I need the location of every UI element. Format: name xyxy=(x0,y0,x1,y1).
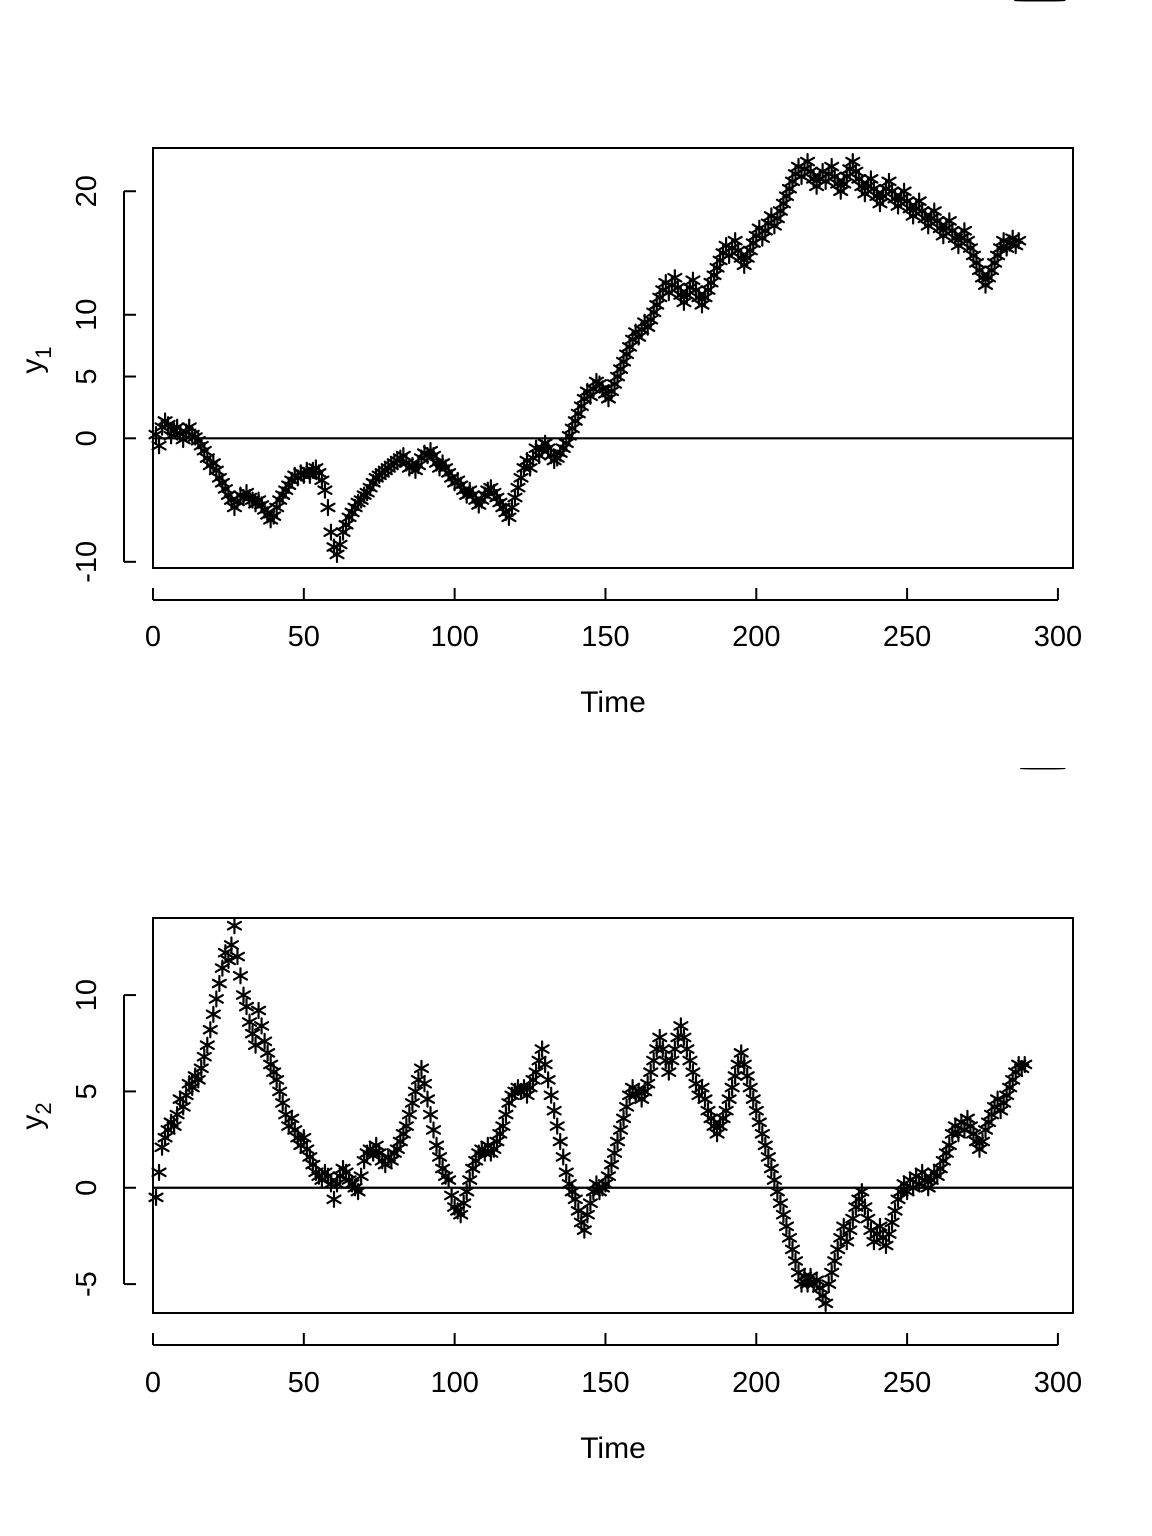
data-point xyxy=(617,1111,630,1126)
x-tick-label: 50 xyxy=(287,1367,320,1399)
data-point xyxy=(943,1138,956,1153)
data-point xyxy=(744,1080,757,1095)
data-point xyxy=(759,1138,772,1153)
x-tick-label: 150 xyxy=(581,621,630,653)
data-point xyxy=(720,1103,733,1118)
data-point xyxy=(774,1196,787,1211)
data-point xyxy=(762,1149,775,1164)
scatter-plot-y2 xyxy=(0,768,1152,1536)
data-point xyxy=(237,988,250,1003)
y-tick-label: 5 xyxy=(71,368,103,385)
data-point xyxy=(771,1184,784,1199)
data-point xyxy=(680,1042,693,1057)
y-tick-label: 10 xyxy=(71,298,103,331)
y-axis-title-y1 xyxy=(16,346,56,373)
data-point xyxy=(786,1242,799,1257)
data-point xyxy=(611,1134,624,1149)
data-point xyxy=(511,480,524,495)
data-point xyxy=(819,1296,832,1311)
data-point xyxy=(210,991,223,1006)
data-points-y1 xyxy=(150,0,1065,562)
data-point xyxy=(415,1061,428,1076)
data-point xyxy=(889,1203,902,1218)
x-tick-label: 100 xyxy=(430,621,479,653)
data-point xyxy=(508,490,521,505)
data-point xyxy=(201,1038,214,1053)
data-point xyxy=(554,1134,567,1149)
data-point xyxy=(153,438,166,453)
data-points-y2 xyxy=(150,768,1065,1311)
x-axis-title-y1: Time xyxy=(580,686,646,719)
data-point xyxy=(324,525,337,540)
data-point xyxy=(403,1107,416,1122)
data-point xyxy=(783,1230,796,1245)
x-tick-label: 200 xyxy=(732,1367,781,1399)
data-point xyxy=(861,1211,874,1226)
data-point xyxy=(686,273,699,288)
data-point xyxy=(421,1092,434,1107)
y-tick-label: 0 xyxy=(71,430,103,447)
data-point xyxy=(153,1165,166,1180)
data-point xyxy=(270,1072,283,1087)
data-point xyxy=(584,1196,597,1211)
data-point xyxy=(683,1053,696,1068)
data-point xyxy=(825,1265,838,1280)
data-point xyxy=(327,1192,340,1207)
data-point xyxy=(750,1103,763,1118)
data-point xyxy=(273,1084,286,1099)
data-point xyxy=(499,1107,512,1122)
data-point xyxy=(424,1107,437,1122)
data-point xyxy=(460,1184,473,1199)
data-point xyxy=(828,1253,841,1268)
data-point xyxy=(668,1042,681,1057)
data-point xyxy=(156,1140,169,1155)
data-point xyxy=(315,473,328,488)
data-point xyxy=(213,976,226,991)
data-point xyxy=(825,159,838,174)
x-tick-label: 50 xyxy=(287,621,320,653)
y-axis-title-y2 xyxy=(16,1102,56,1129)
x-tick-label: 200 xyxy=(732,621,781,653)
data-point xyxy=(741,1069,754,1084)
data-point xyxy=(729,233,742,248)
data-point xyxy=(768,1173,781,1188)
data-point xyxy=(674,1018,687,1033)
data-point xyxy=(515,470,528,485)
data-point xyxy=(801,154,814,169)
data-point xyxy=(569,1192,582,1207)
data-point xyxy=(234,968,247,983)
data-point xyxy=(653,1030,666,1045)
data-point xyxy=(225,937,238,952)
data-point xyxy=(644,1065,657,1080)
data-point xyxy=(228,918,241,933)
data-point xyxy=(204,1022,217,1037)
data-point xyxy=(789,1253,802,1268)
data-point xyxy=(858,1200,871,1215)
data-point xyxy=(321,500,334,515)
x-tick-label: 0 xyxy=(144,1367,162,1399)
x-tick-label: 300 xyxy=(1033,621,1083,653)
data-point xyxy=(331,547,344,562)
data-point xyxy=(729,1069,742,1084)
data-point xyxy=(765,1161,778,1176)
data-point xyxy=(400,1119,413,1134)
y-tick-label: 5 xyxy=(71,1083,103,1100)
data-point xyxy=(846,154,859,169)
x-tick-label: 0 xyxy=(144,621,162,653)
data-point xyxy=(605,1157,618,1172)
data-point xyxy=(177,1099,190,1114)
data-point xyxy=(406,1095,419,1110)
data-point xyxy=(602,1169,615,1184)
data-point xyxy=(560,1165,573,1180)
data-point xyxy=(150,427,163,442)
data-point xyxy=(545,1088,558,1103)
data-point xyxy=(777,1207,790,1222)
data-point xyxy=(647,1053,660,1068)
data-point xyxy=(726,1080,739,1095)
data-point xyxy=(747,1092,760,1107)
data-point xyxy=(614,1122,627,1137)
data-point xyxy=(433,1149,446,1164)
svg-text:y2: $y_2$ xyxy=(16,1102,56,1130)
svg-text:y1: $y_1$ xyxy=(16,346,56,374)
x-tick-label: 150 xyxy=(581,1367,630,1399)
data-point xyxy=(318,483,331,498)
y-tick-label: -5 xyxy=(71,1271,103,1297)
data-point xyxy=(551,1119,564,1134)
panel-y2 xyxy=(0,768,1152,1536)
data-point xyxy=(753,1115,766,1130)
x-tick-label: 250 xyxy=(882,621,932,653)
data-point xyxy=(756,1126,769,1141)
data-point xyxy=(662,1065,675,1080)
data-point xyxy=(150,1190,163,1205)
data-point xyxy=(855,1184,868,1199)
data-point xyxy=(578,1223,591,1238)
data-point xyxy=(261,1045,274,1060)
data-point xyxy=(430,1138,443,1153)
data-point xyxy=(686,1065,699,1080)
data-point xyxy=(496,1119,509,1134)
y-tick-label: 0 xyxy=(71,1179,103,1196)
data-point xyxy=(276,1095,289,1110)
x-tick-label: 250 xyxy=(882,1367,932,1399)
data-point xyxy=(198,1049,211,1064)
y-tick-label: 10 xyxy=(71,978,103,1012)
x-tick-label: 300 xyxy=(1033,1367,1083,1399)
data-point xyxy=(735,1045,748,1060)
y-tick-label: 20 xyxy=(71,175,103,208)
data-point xyxy=(883,174,896,189)
x-axis-title-y2: Time xyxy=(580,1432,646,1465)
y-tick-label: -10 xyxy=(71,540,103,583)
data-point xyxy=(620,1099,633,1114)
data-point xyxy=(445,1188,458,1203)
data-point xyxy=(608,1146,621,1161)
x-tick-label: 100 xyxy=(430,1367,479,1399)
data-point xyxy=(427,1122,440,1137)
data-point xyxy=(195,1061,208,1076)
data-point xyxy=(557,1149,570,1164)
data-point xyxy=(207,1007,220,1022)
data-point xyxy=(723,1092,736,1107)
data-point xyxy=(542,1072,555,1087)
data-point xyxy=(334,537,347,552)
data-point xyxy=(668,270,681,285)
data-point xyxy=(548,1103,561,1118)
data-point xyxy=(463,1173,476,1188)
data-point xyxy=(780,1219,793,1234)
data-point xyxy=(536,1042,549,1057)
